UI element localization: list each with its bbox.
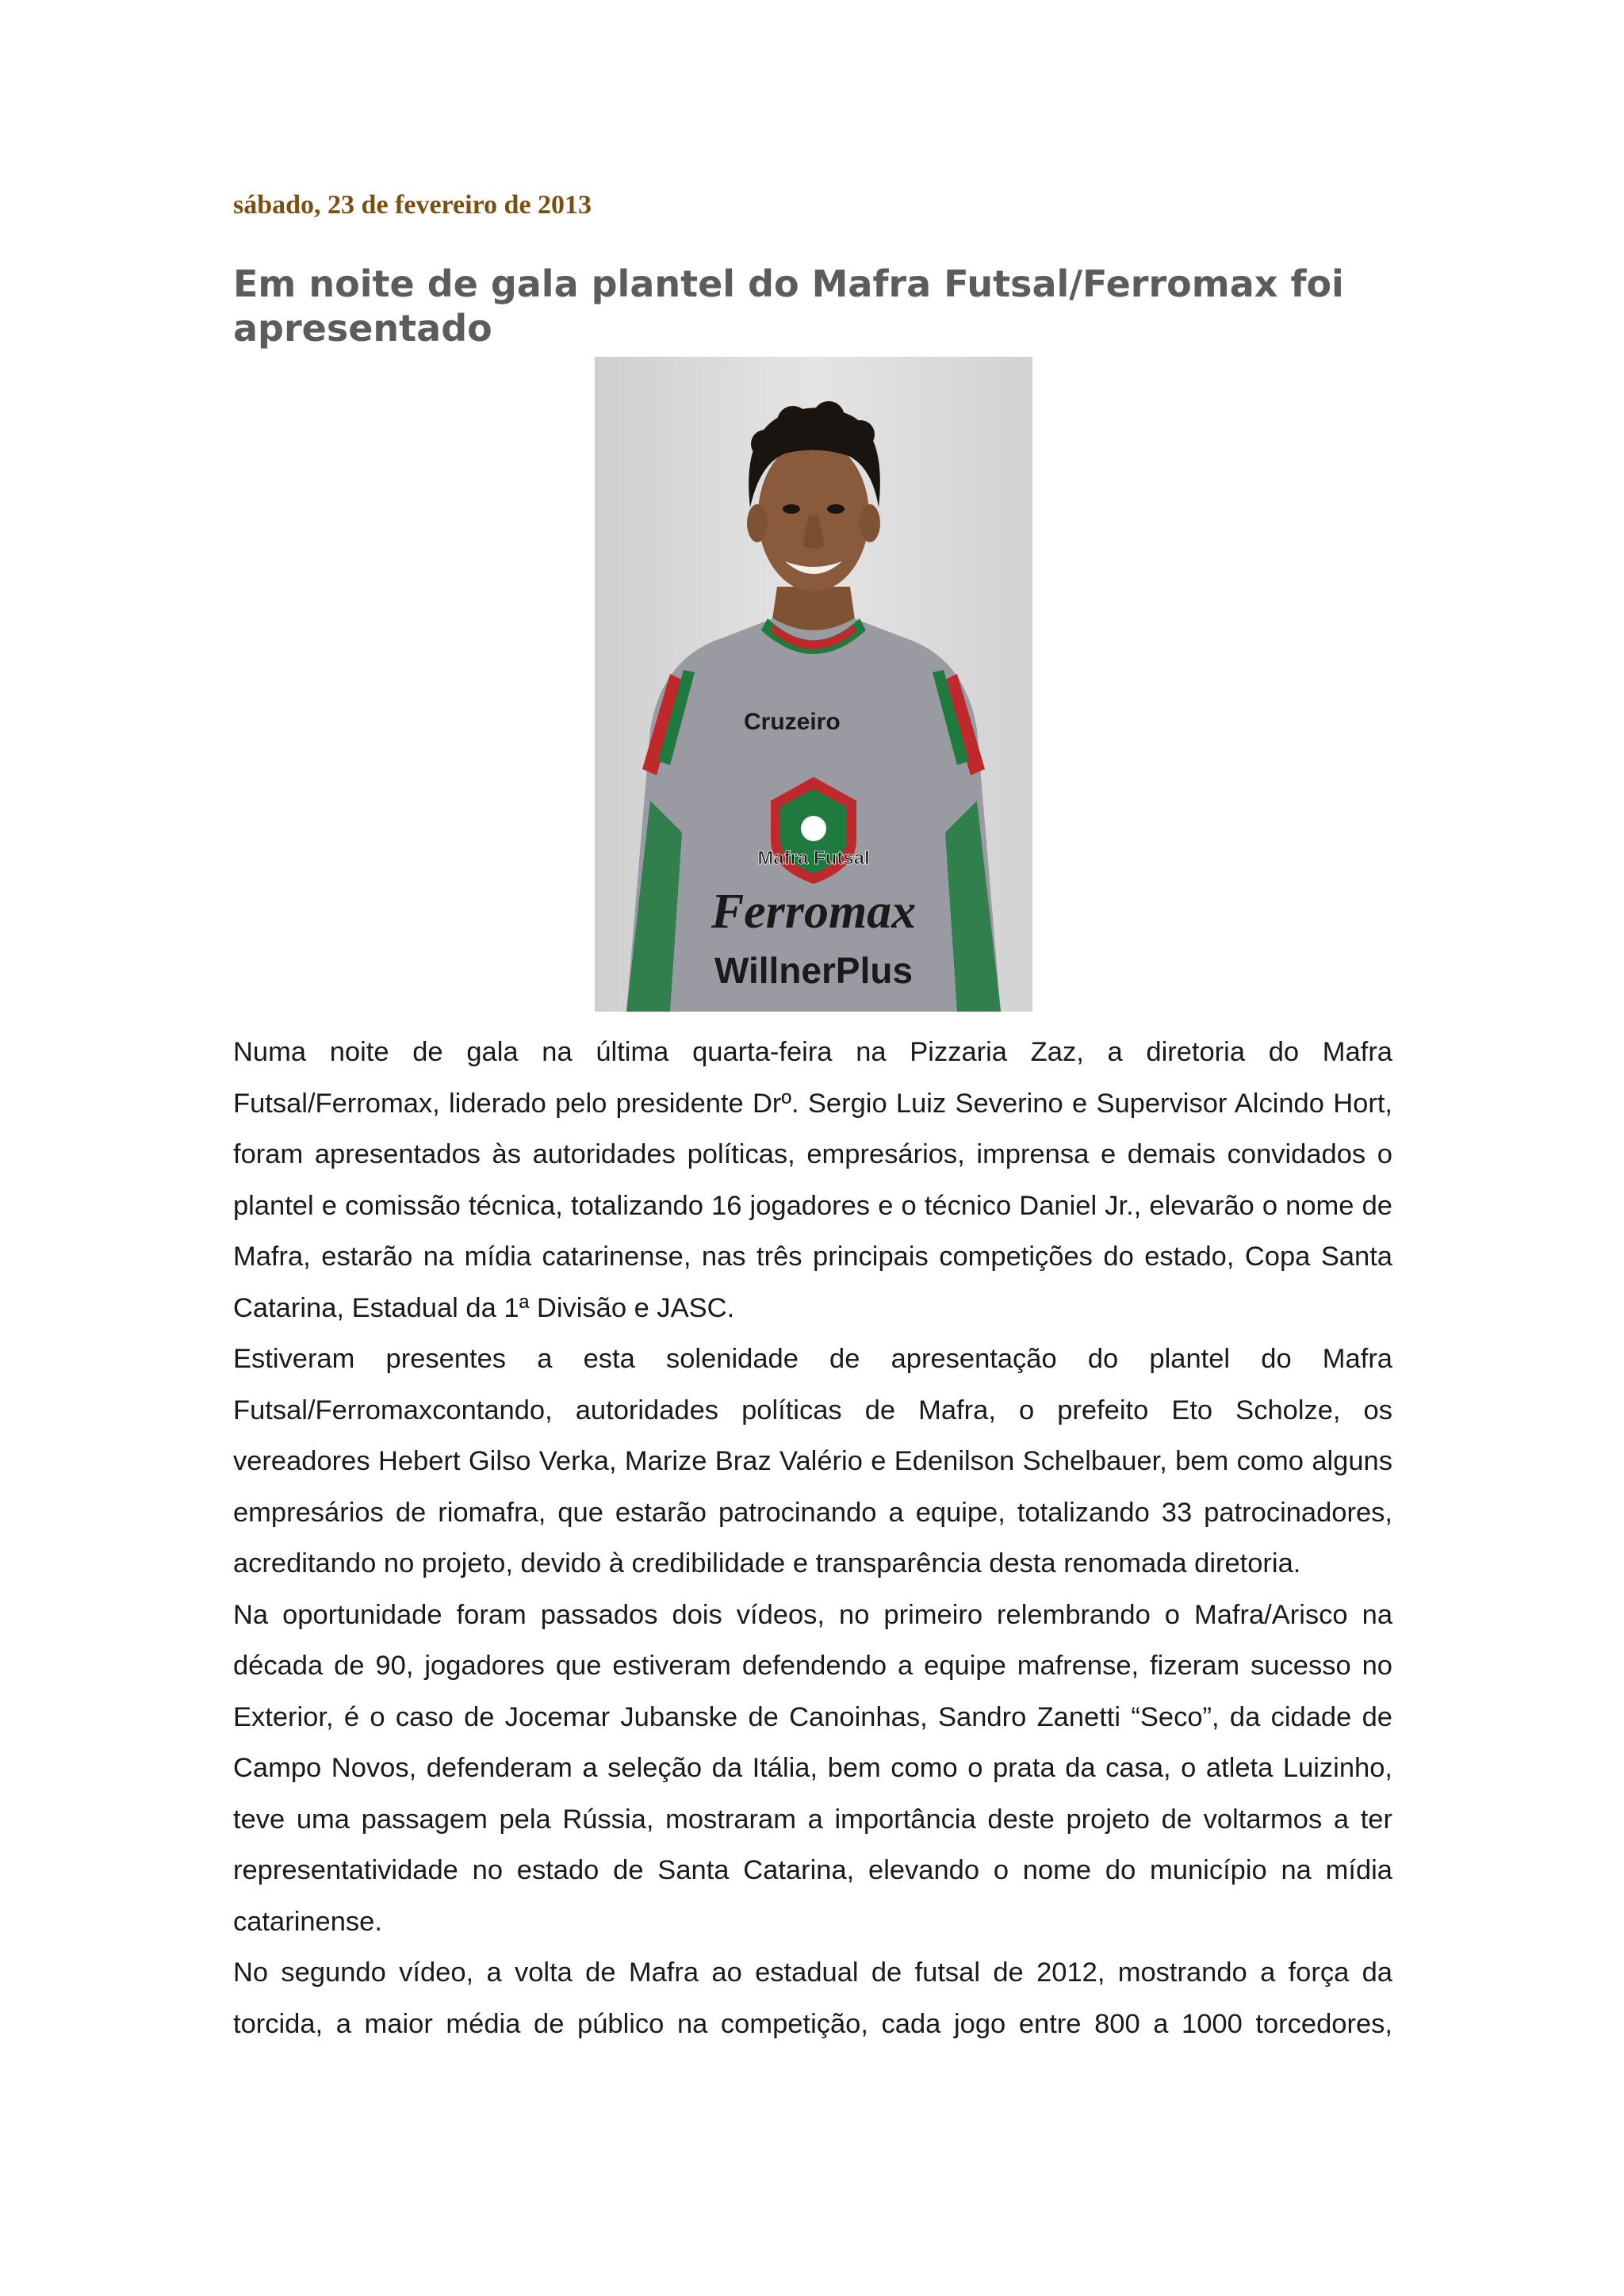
player-photo [595,357,1032,1012]
post-date: sábado, 23 de fevereiro de 2013 [233,190,592,220]
jersey-sponsor-bottom: WillnerPlus [714,950,914,991]
paragraph: Na oportunidade foram passados dois vídeos, no primeiro relembrando o Mafra/Arisco na década de 90, jogadores que estiveram defendendo a equipe mafrense, fizeram sucesso no Exterior, é o caso de Jocemar Jubanske de Canoinhas, Sandro Zanetti “Seco”, da cidade de Campo Novos, defenderam a seleção da Itália, bem como o prata da casa, o atleta Luizinho, teve uma passagem pela Rússia, mostraram a importância deste projeto de voltarmos a ter representatividade no estado de Santa Catarina, elevando o nome do município na mídia catarinense. [233,1599,1392,1937]
article-body [233,1027,1392,2049]
paragraph: No segundo vídeo, a volta de Mafra ao estadual de futsal de 2012, mostrando a força da torcida, a maior média de público na competição, cada jogo entre 800 a 1000 torcedores, [233,1957,1392,2039]
paragraph: Estiveram presentes a esta solenidade de apresentação do plantel do Mafra Futsal/Ferromaxcontando, autoridades políticas de Mafra, o prefeito Eto Scholze, os vereadores Hebert Gilso Verka, Marize Braz Valério e Edenilson Schelbauer, bem como alguns empresários de riomafra, que estarão patrocinando a equipe, totalizando 33 patrocinadores, acreditando no projeto, devido à credibilidade e transparência desta renomada diretoria. [233,1344,1392,1578]
jersey-badge-text: Mafra Futsal [757,848,870,869]
paragraph: Numa noite de gala na última quarta-feira na Pizzaria Zaz, a diretoria do Mafra Futsal/Ferromax, liderado pelo presidente Drº. Sergio Luiz Severino e Supervisor Alcindo Hort, foram apresentados às autoridades políticas, empresários, imprensa e demais convidados o plantel e comissão técnica, totalizando 16 jogadores e o técnico Daniel Jr., elevarão o nome de Mafra, estarão na mídia catarinense, nas três principais competições do estado, Copa Santa Catarina, Estadual da 1ª Divisão e JASC. [233,1037,1392,1323]
jersey-sponsor-top: Cruzeiro [744,709,841,735]
jersey-sponsor-main: Ferromax [710,885,917,939]
post-title: Em noite de gala plantel do Mafra Futsal/Ferromax foi apresentado [233,262,1344,350]
